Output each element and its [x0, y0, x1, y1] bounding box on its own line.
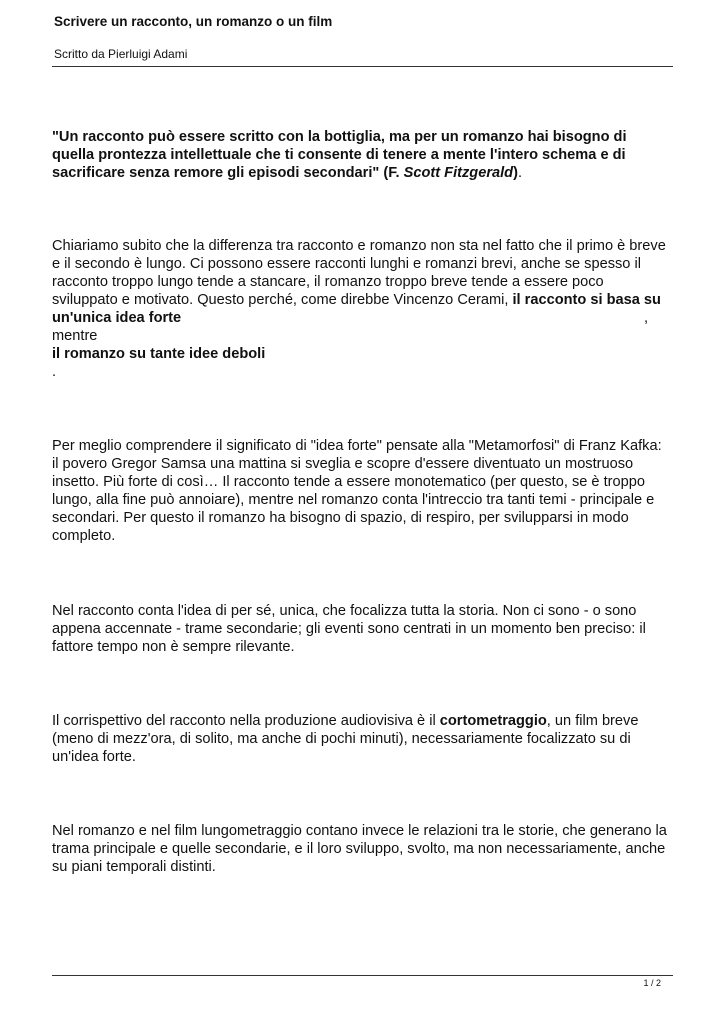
paragraph-kafka — [52, 437, 672, 545]
emphasis-text: il racconto si basa su — [512, 292, 661, 308]
paragraph-difference — [52, 237, 672, 381]
page-number: 1 / 2 — [643, 978, 661, 988]
document-title: Scrivere un racconto, un romanzo o un film — [54, 14, 333, 29]
paragraph-line — [52, 309, 672, 327]
paragraph-line: trama principale e quelle secondarie, e il loro sviluppo, svolto, ma non necessariamente, anche — [52, 841, 666, 857]
paragraph-lungometraggio — [52, 822, 672, 876]
paragraph-line: su piani temporali distinti. — [52, 859, 216, 875]
paragraph-line: fattore tempo non è sempre rilevante. — [52, 639, 295, 655]
paragraph-line: completo. — [52, 528, 116, 544]
quote-close: ) — [513, 165, 518, 181]
paragraph-line: un'idea forte. — [52, 749, 136, 765]
paragraph-line: Per meglio comprendere il significato di "idea forte" pensate alla "Metamorfosi" di Franz Kafka: — [52, 438, 662, 454]
emphasis-line: il romanzo su tante idee deboli — [52, 346, 266, 362]
paragraph-line: mentre — [52, 328, 98, 344]
footer-divider — [52, 975, 673, 976]
paragraph-text: , un film breve — [546, 713, 639, 729]
paragraph-line: . — [52, 364, 57, 380]
paragraph-line: lungo, alla fine può annoiare), mentre nel romanzo conta l'intreccio tra tanti temi - principale e — [52, 492, 655, 508]
paragraph-text: Il corrispettivo del racconto nella produzione audiovisiva è il — [52, 713, 440, 729]
quote-text: sacrificare senza remore gli episodi secondari" (F. — [52, 165, 404, 181]
paragraph-line: il povero Gregor Samsa una mattina si sveglia e scopre d'essere diventuato un mostruoso — [52, 456, 634, 472]
quote-line — [52, 164, 672, 182]
paragraph-line: Nel racconto conta l'idea di per sé, unica, che focalizza tutta la storia. Non ci sono - o sono — [52, 603, 637, 619]
paragraph-line: secondari. Per questo il romanzo ha bisogno di spazio, di respiro, per svilupparsi in modo — [52, 510, 629, 526]
quote-period: . — [517, 165, 523, 181]
paragraph-cortometraggio — [52, 712, 672, 766]
quote-author: Scott Fitzgerald — [403, 165, 514, 181]
paragraph-line: Chiariamo subito che la differenza tra racconto e romanzo non sta nel fatto che il primo è breve — [52, 238, 666, 254]
paragraph-line — [52, 712, 672, 730]
emphasis-text: un'unica idea forte — [52, 310, 182, 326]
paragraph-line: (meno di mezz'ora, di solito, ma anche di pochi minuti), necessariamente focalizzato su di — [52, 731, 631, 747]
header-divider — [52, 66, 673, 67]
emphasis-text: cortometraggio — [439, 713, 547, 729]
paragraph-line: e il secondo è lungo. Ci possono essere racconti lunghi e romanzi brevi, anche se spesso il — [52, 256, 641, 272]
paragraph-text: sviluppato e motivato. Questo perché, come direbbe Vincenzo Cerami, — [52, 292, 513, 308]
opening-quote — [52, 128, 672, 182]
paragraph-line — [52, 291, 672, 309]
comma-mark: , — [644, 310, 649, 326]
paragraph-line: appena accennate - trame secondarie; gli eventi sono centrati in un momento ben preciso: il — [52, 621, 646, 637]
quote-line: "Un racconto può essere scritto con la bottiglia, ma per un romanzo hai bisogno di — [52, 129, 627, 145]
paragraph-racconto — [52, 602, 672, 656]
paragraph-line: insetto. Più forte di così… Il racconto tende a essere monotematico (per questo, se è troppo — [52, 474, 645, 490]
document-author: Scritto da Pierluigi Adami — [54, 47, 188, 61]
paragraph-line: Nel romanzo e nel film lungometraggio contano invece le relazioni tra le storie, che generano la — [52, 823, 667, 839]
paragraph-line: racconto troppo lungo tende a stancare, il romanzo troppo breve tende a essere poco — [52, 274, 604, 290]
quote-line: quella prontezza intellettuale che ti consente di tenere a mente l'intero schema e di — [52, 147, 626, 163]
